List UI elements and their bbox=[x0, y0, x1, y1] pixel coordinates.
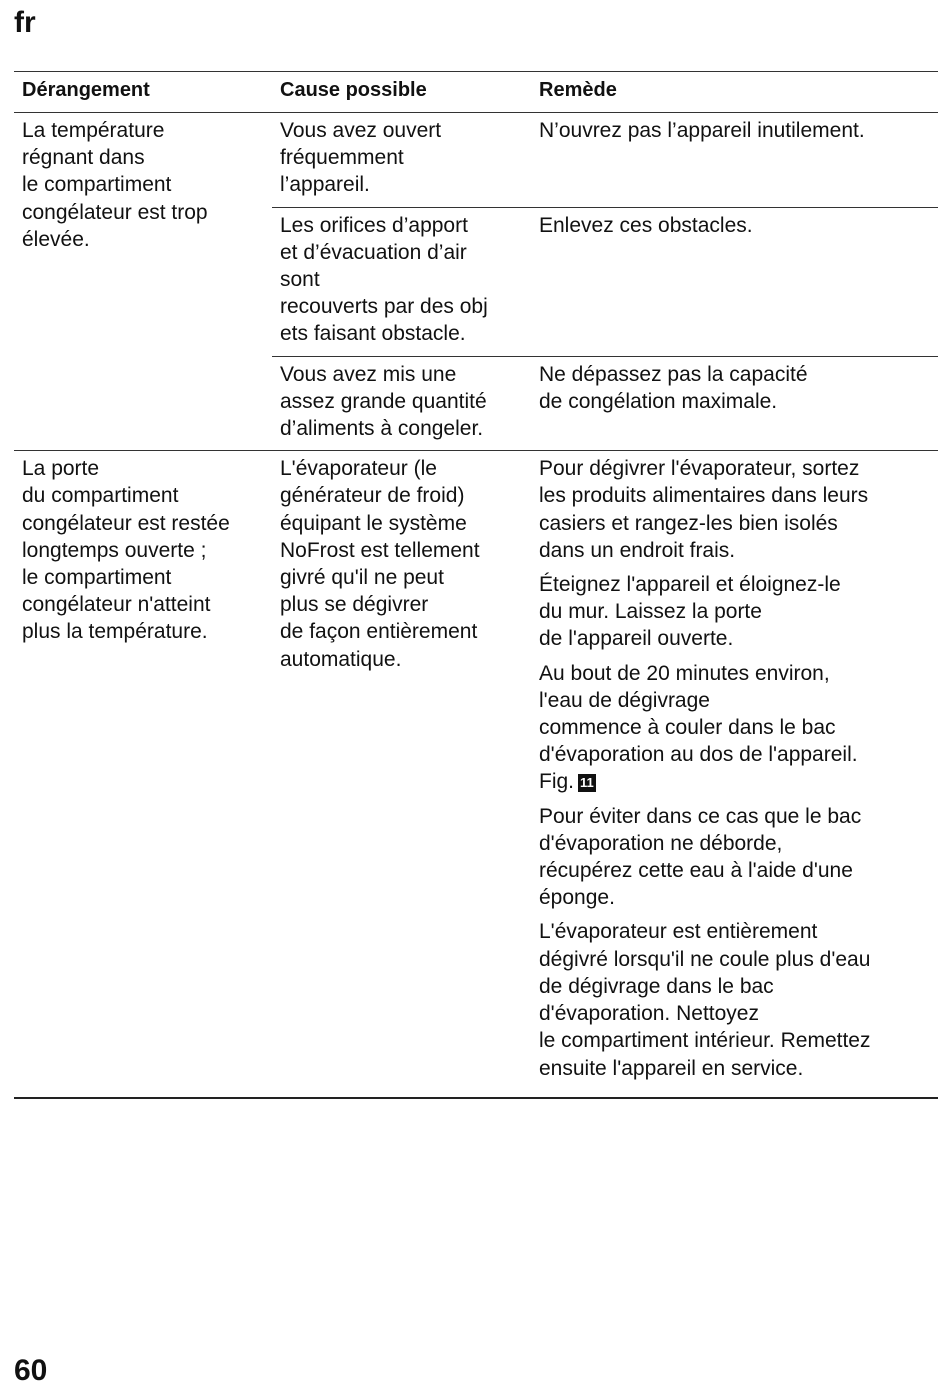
problem-cell: La température régnant dans le compartiment congélateur est trop élevée. bbox=[22, 119, 208, 251]
cause-cell: Vous avez ouvert fréquemment l’appareil. bbox=[280, 119, 442, 197]
header-remede: Remède bbox=[539, 79, 617, 101]
remedy-cell bbox=[531, 451, 938, 1096]
problem-cell: La porte du compartiment congélateur est restée longtemps ouverte ; le compartiment congélateur n'atteint plus la température. bbox=[22, 457, 230, 644]
table-row bbox=[14, 113, 938, 450]
header-cause-possible: Cause possible bbox=[280, 79, 427, 101]
figure-reference-badge: 11 bbox=[580, 775, 594, 791]
remedy-text: Pour éviter dans ce cas que le bac d'évaporation ne déborde, récupérez cette eau à l'aide d'une éponge. bbox=[539, 804, 862, 910]
remedy-text: Pour dégivrer l'évaporateur, sortez les produits alimentaires dans leurs casiers et rangez-les bien isolés dans un endroit frais. bbox=[539, 457, 869, 562]
cause-row bbox=[272, 113, 938, 207]
remedy-cell bbox=[531, 113, 938, 207]
cause-group bbox=[272, 451, 938, 1096]
cause-row bbox=[272, 356, 938, 451]
remedy-cell bbox=[531, 208, 938, 356]
remedy-text: L'évaporateur est entièrement dégivré lorsqu'il ne coule plus d'eau de dégivrage dans le bac d'évaporation. Nettoyez le compartiment intérieur. Remettez ensuite l'appareil en service. bbox=[539, 920, 871, 1080]
header-derangement: Dérangement bbox=[22, 79, 150, 101]
remedy-text: Ne dépassez pas la capacité de congélation maximale. bbox=[539, 362, 808, 413]
cause-row bbox=[272, 451, 938, 1096]
remedy-text bbox=[539, 660, 938, 796]
remedy-text: N’ouvrez pas l’appareil inutilement. bbox=[539, 119, 865, 142]
cause-row bbox=[272, 207, 938, 356]
language-label: fr bbox=[14, 6, 36, 39]
troubleshooting-table bbox=[14, 71, 938, 1099]
remedy-text: Enlevez ces obstacles. bbox=[539, 213, 753, 237]
cause-cell: Vous avez mis une assez grande quantité d’aliments à congeler. bbox=[280, 362, 487, 441]
table-header bbox=[14, 72, 938, 113]
table-row bbox=[14, 450, 938, 1096]
cause-group bbox=[272, 113, 938, 450]
cause-cell: Les orifices d’apport et d’évacuation d’air sont recouverts par des obj ets faisant obstacle. bbox=[280, 213, 488, 346]
remedy-text-figure-line: Au bout de 20 minutes environ, l'eau de dégivrage commence à couler dans le bac d'évaporation au dos de l'appareil. Fig. bbox=[539, 661, 858, 794]
cause-cell: L'évaporateur (le générateur de froid) équipant le système NoFrost est tellement givré qu'il ne peut plus se dégivrer de façon entièrement automatique. bbox=[280, 457, 480, 671]
remedy-cell bbox=[531, 357, 938, 451]
remedy-text: Éteignez l'appareil et éloignez-le du mur. Laissez la porte de l'appareil ouverte. bbox=[539, 573, 841, 651]
page-number: 60 bbox=[14, 1354, 48, 1387]
